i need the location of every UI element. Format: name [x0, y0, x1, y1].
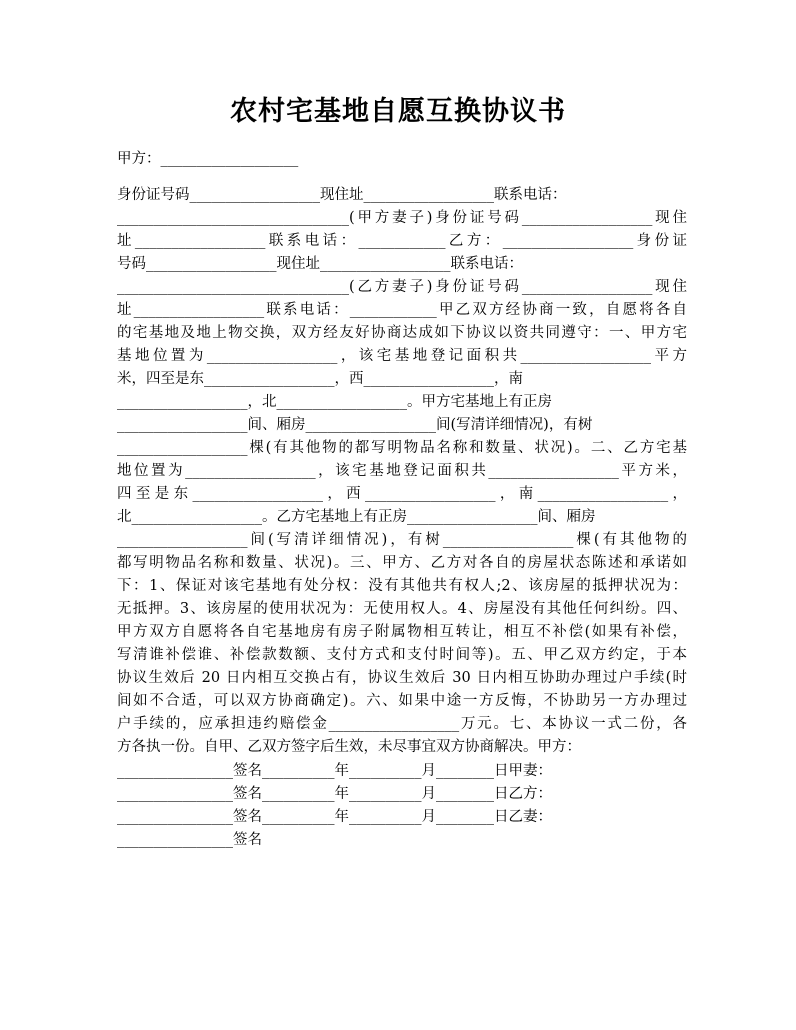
body-line: 协议生效后 20 日内相互交换占有，协议生效后 30 日内相互协助办理过户手续(时: [117, 670, 687, 686]
body-line: ________________________________(甲方妻子)身份证号码__________________现住: [117, 210, 687, 226]
signature-line: ________________签名__________年__________月________日甲妻：: [117, 763, 552, 779]
body-line: 方各执一份。自甲、乙双方签字后生效，未尽事宜双方协商解决。甲方：: [117, 739, 581, 755]
party-a-line: 甲方：___________________: [117, 151, 299, 167]
signature-line: ________________签名: [117, 832, 262, 848]
body-line: 址__________________联系电话：____________甲乙双方经协商一致，自愿将各自: [117, 302, 687, 318]
signature-line: ________________签名__________年__________月________日乙方：: [117, 786, 552, 802]
body-line: __________________，北__________________。甲方宅基地上有正房: [117, 394, 552, 410]
body-line: __________________间、厢房__________________间(写清详细情况)，有树: [117, 417, 593, 433]
body-line: 米，四至是东__________________，西__________________，南: [117, 371, 523, 387]
document-title: 农村宅基地自愿互换协议书: [230, 96, 566, 127]
body-line: 无抵押。3、该房屋的使用状况为：无使用权人。4、房屋没有其他任何纠纷。四、: [117, 601, 687, 617]
body-line: 写清谁补偿谁、补偿款数额、支付方式和支付时间等)。五、甲乙双方约定，于本: [117, 647, 687, 663]
body-line: 都写明物品名称和数量、状况)。三、甲方、乙方对各自的房屋状态陈述和承诺如: [117, 555, 687, 571]
body-line: 号码__________________现住址__________________联系电话：: [117, 256, 523, 272]
body-line: 身份证号码__________________现住址__________________联系电话：: [117, 187, 567, 203]
body-line: 址__________________联系电话：____________乙方：__________________身份证: [117, 233, 687, 249]
body-line: ________________________________(乙方妻子)身份证号码__________________现住: [117, 279, 687, 295]
body-line: 北__________________。乙方宅基地上有正房__________________间、厢房: [117, 509, 596, 525]
body-line: 的宅基地及地上物交换，双方经友好协商达成如下协议以资共同遵守：一、甲方宅: [117, 325, 687, 341]
body-line: 基地位置为__________________，该宅基地登记面积共__________________平方: [117, 348, 687, 364]
signature-line: ________________签名__________年__________月________日乙妻：: [117, 809, 552, 825]
body-line: 间如不合适，可以双方协商确定)。六、如果中途一方反悔，不协助另一方办理过: [117, 693, 687, 709]
body-line: 下：1、保证对该宅基地有处分权：没有其他共有权人;2、该房屋的抵押状况为：: [117, 578, 687, 594]
body-line: 甲方双方自愿将各自宅基地房有房子附属物相互转让，相互不补偿(如果有补偿，: [117, 624, 687, 640]
body-line: 地位置为__________________，该宅基地登记面积共__________________平方米，: [117, 463, 687, 479]
body-line: __________________棵(有其他物的都写明物品名称和数量、状况)。二、乙方宅基: [117, 440, 687, 456]
body-line: 户手续的，应承担违约赔偿金__________________万元。七、本协议一式二份，各: [117, 716, 687, 732]
body-line: 四至是东__________________，西__________________，南__________________，: [117, 486, 687, 502]
body-line: __________________间(写清详细情况)，有树__________________棵(有其他物的: [117, 532, 687, 548]
